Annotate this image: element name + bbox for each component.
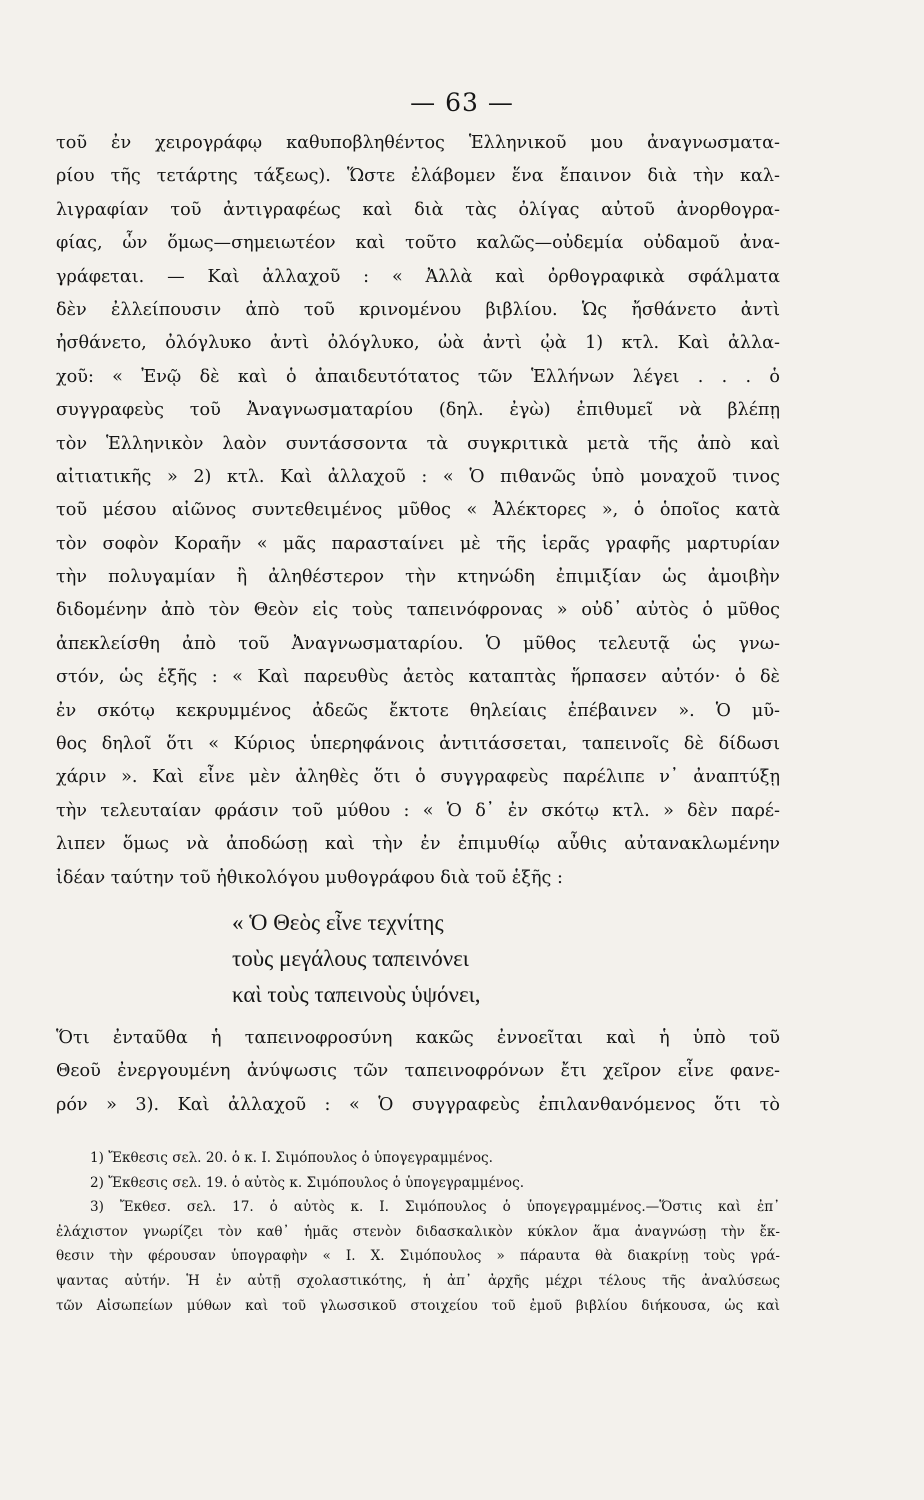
verse-line: « Ὁ Θεὸς εἶνε τεχνίτης [232, 910, 444, 935]
text-line: λιπεν ὅμως νὰ ἀποδώσῃ καὶ τὴν ἐν ἐπιμυθίῳ αὖθις αὐτανακλωμένην [56, 834, 780, 855]
text-line: τοῦ μέσου αἰῶνος συντεθειμένος μῦθος « Ἀλέκτορες », ὁ ὁποῖος κατὰ [56, 500, 780, 521]
footnote-3-continued: ψαντας αὐτήν. Ἡ ἐν αὐτῇ σχολαστικότης, ἡ ἀπ᾽ ἀρχῆς μέχρι τέλους τῆς ἀναλύσεως [56, 1272, 780, 1289]
text-line: ρίου τῆς τετάρτης τάξεως). Ὥστε ἐλάβομεν ἕνα ἔπαινον διὰ τὴν καλ- [56, 166, 780, 187]
text-line: τοῦ ἐν χειρογράφῳ καθυποβληθέντος Ἑλληνικοῦ μου ἀναγνωσματα- [56, 133, 780, 153]
text-line: ἀπεκλείσθη ἀπὸ τοῦ Ἀναγνωσματαρίου. Ὁ μῦθος τελευτᾷ ὡς γνω- [56, 633, 780, 654]
text-line: Θεοῦ ἐνεργουμένη ἀνύψωσις τῶν ταπεινοφρόνων ἔτι χεῖρον εἶνε φανε- [56, 1061, 780, 1082]
text-line: ρόν » 3). Καὶ ἀλλαχοῦ : « Ὁ συγγραφεὺς ἐπιλανθανόμενος ὅτι τὸ [56, 1094, 780, 1115]
text-line: χοῦ: « Ἐνῷ δὲ καὶ ὁ ἀπαιδευτότατος τῶν Ἑλλήνων λέγει . . . ὁ [56, 366, 780, 387]
page-number: — 63 — [410, 88, 514, 117]
footnote-3-continued: θεσιν τὴν φέρουσαν ὑπογραφὴν « Ι. Χ. Σιμόπουλος » πάραυτα θὰ διακρίνῃ τοὺς γρά- [56, 1248, 780, 1265]
continuation-text-block [56, 1022, 780, 1122]
text-line: λιγραφίαν τοῦ ἀντιγραφέως καὶ διὰ τὰς ὀλίγας αὐτοῦ ἀνορθογρα- [56, 199, 780, 220]
text-line: τὸν σοφὸν Κοραῆν « μᾶς παρασταίνει μὲ τῆς ἱερᾶς γραφῆς μαρτυρίαν [56, 533, 780, 554]
text-line: φίας, ὧν ὅμως—σημειωτέον καὶ τοῦτο καλῶς—οὐδεμία οὐδαμοῦ ἀνα- [56, 233, 780, 254]
text-line: τὴν τελευταίαν φράσιν τοῦ μύθου : « Ὁ δ᾽ ἐν σκότῳ κτλ. » δὲν παρέ- [56, 800, 780, 821]
main-text-block [56, 127, 780, 895]
text-line: διδομένην ἀπὸ τὸν Θεὸν εἰς τοὺς ταπεινόφρονας » οὐδ᾽ αὐτὸς ὁ μῦθος [56, 600, 780, 621]
verse-line: τοὺς μεγάλους ταπεινόνει [232, 946, 469, 971]
text-line: θος δηλοῖ ὅτι « Κύριος ὑπερηφάνοις ἀντιτάσσεται, ταπεινοῖς δὲ δίδωσι [56, 734, 780, 755]
text-line: ἠσθάνετο, ὀλόγλυκο ἀντὶ ὀλόγλυκο, ὠὰ ἀντὶ ᾠὰ 1) κτλ. Καὶ ἀλλα- [56, 333, 780, 354]
footnotes [56, 1146, 780, 1318]
quoted-verse [232, 905, 481, 1013]
verse-line: καὶ τοὺς ταπεινοὺς ὑψόνει, [232, 982, 481, 1007]
text-line: γράφεται. — Καὶ ἀλλαχοῦ : « Ἀλλὰ καὶ ὀρθογραφικὰ σφάλματα [56, 266, 780, 287]
text-line: δὲν ἐλλείπουσιν ἀπὸ τοῦ κρινομένου βιβλίου. Ὡς ἤσθάνετο ἀντὶ [56, 299, 780, 320]
text-line: συγγραφεὺς τοῦ Ἀναγνωσματαρίου (δηλ. ἐγὼ) ἐπιθυμεῖ νὰ βλέπῃ [56, 400, 780, 421]
footnote-3-continued: τῶν Αἰσωπείων μύθων καὶ τοῦ γλωσσικοῦ στοιχείου τοῦ ἐμοῦ βιβλίου διήκουσα, ὡς καὶ [56, 1297, 780, 1314]
text-line: ἐν σκότῳ κεκρυμμένος ἀδεῶς ἔκτοτε θηλείαις ἐπέβαινεν ». Ὁ μῦ- [56, 700, 780, 721]
footnote-3: 3) Ἔκθεσ. σελ. 17. ὁ αὐτὸς κ. Ι. Σιμόπουλος ὁ ὑπογεγραμμένος.—Ὅστις καὶ ἐπ᾽ [90, 1199, 780, 1216]
text-line: στόν, ὡς ἑξῆς : « Καὶ παρευθὺς ἀετὸς καταπτὰς ἥρπασεν αὐτόν· ὁ δὲ [56, 667, 780, 688]
text-line: τὸν Ἑλληνικὸν λαὸν συντάσσοντα τὰ συγκριτικὰ μετὰ τῆς ἀπὸ καὶ [56, 433, 780, 454]
footnote-3-continued: ἐλάχιστον γνωρίζει τὸν καθ᾽ ἡμᾶς στενὸν διδασκαλικὸν κύκλον ἅμα ἀναγνώσῃ τὴν ἔκ- [56, 1223, 780, 1240]
text-line: τὴν πολυγαμίαν ἢ ἀληθέστερον τὴν κτηνώδη ἐπιμιξίαν ὡς ἀμοιβὴν [56, 567, 780, 588]
footnote-1: 1) Ἔκθεσις σελ. 20. ὁ κ. Ι. Σιμόπουλος ὁ ὑπογεγραμμένος. [90, 1150, 493, 1166]
footnote-2: 2) Ἔκθεσις σελ. 19. ὁ αὐτὸς κ. Σιμόπουλος ὁ ὑπογεγραμμένος. [90, 1174, 525, 1191]
text-line: ἰδέαν ταύτην τοῦ ἠθικολόγου μυθογράφου διὰ τοῦ ἑξῆς : [56, 867, 563, 888]
text-line: αἰτιατικῆς » 2) κτλ. Καὶ ἀλλαχοῦ : « Ὁ πιθανῶς ὑπὸ μοναχοῦ τινος [56, 466, 780, 487]
text-line: χάριν ». Καὶ εἶνε μὲν ἀληθὲς ὅτι ὁ συγγραφεὺς παρέλιπε ν᾽ ἀναπτύξῃ [56, 767, 780, 788]
text-line: Ὅτι ἐνταῦθα ἡ ταπεινοφροσύνη κακῶς ἐννοεῖται καὶ ἡ ὑπὸ τοῦ [56, 1028, 780, 1048]
